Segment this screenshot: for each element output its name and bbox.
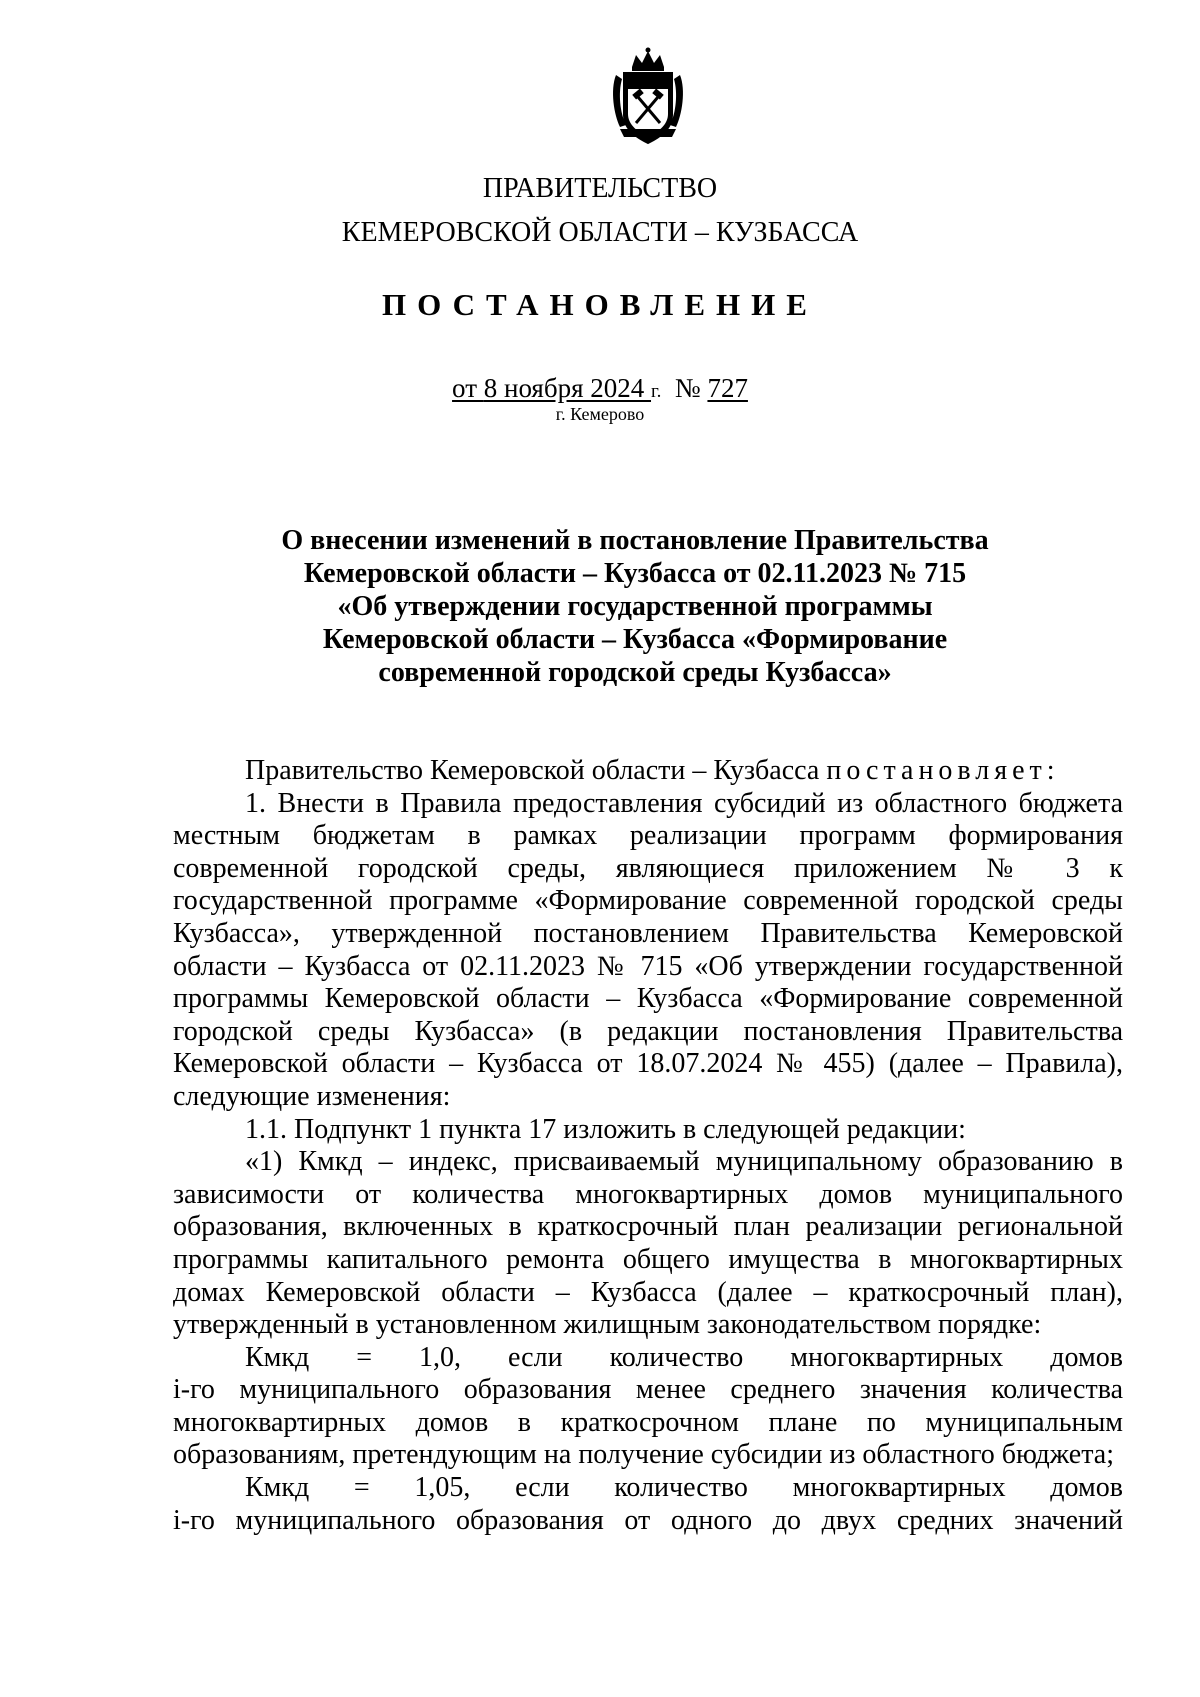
intro-paragraph (173, 755, 1123, 788)
document-number: 727 (707, 373, 748, 403)
paragraph-1-1: 1.1. Подпункт 1 пункта 17 изложить в следующей редакции: (245, 1113, 966, 1145)
intro-colon: : (1046, 755, 1055, 786)
coefficient-2-text: i-го муниципального образования от одного до двух средних значений (173, 1504, 1123, 1536)
document-body (173, 755, 1123, 1537)
year-suffix: г. (651, 381, 662, 402)
paragraph-quote-1: «1) Кмкд – индекс, присваиваемый муниципальному образованию в зависимости от количества многоквартирных домов муниципального образования, включенных в краткосрочный план реализации региональной программы капитального ремонта общего имущества в многоквартирных домах Кемеровской области – Кузбасса (далее – краткосрочный план), утвержденный в установленном жилищным законодательством порядке: (173, 1146, 1123, 1341)
k1-part: Кмкд (245, 1341, 310, 1373)
k2-part: = (353, 1472, 370, 1504)
government-title-line2: КЕМЕРОВСКОЙ ОБЛАСТИ – КУЗБАССА (341, 217, 859, 248)
k1-part: если (508, 1341, 563, 1373)
coefficient-line-2 (173, 1472, 1123, 1505)
k2-part: количество (614, 1472, 748, 1504)
paragraph-1: 1. Внести в Правила предоставления субсидий из областного бюджета местным бюджетам в рамках реализации программ формирования современной городской среды, являющиеся приложением № 3 к государственной программе «Формирование современной городской среды Кузбасса», утвержденной постановлением Правительства Кемеровской области – Кузбасса от 02.11.2023 № 715 «Об утверждении государственной программы Кемеровской области – Кузбасса «Формирование современной городской среды Кузбасса» (в редакции постановления Правительства Кемеровской области – Кузбасса от 18.07.2024 № 455) (далее – Правила), следующие изменения: (173, 787, 1123, 1112)
date-prefix: от (452, 373, 484, 403)
k1-part: количество (609, 1341, 744, 1373)
government-title-line1: ПРАВИТЕЛЬСТВО (482, 173, 718, 204)
number-sign: № (674, 373, 708, 403)
coefficient-line-1 (173, 1342, 1123, 1375)
coat-of-arms-emblem (610, 45, 686, 149)
intro-text: Правительство Кемеровской области – Кузбасса (245, 755, 827, 786)
title-line: современной городской среды Кузбасса» (378, 657, 892, 688)
k1-part: домов (1050, 1341, 1123, 1373)
document-type-heading: ПОСТАНОВЛЕНИЕ (382, 287, 818, 322)
title-line: О внесении изменений в постановление Правительства (281, 525, 989, 556)
k1-part: = (356, 1341, 373, 1373)
coefficient-1-text: i-го муниципального образования менее среднего значения количества многоквартирных домов в краткосрочном плане по муниципальным образованиям, претендующим на получение субсидии из областного бюджета; (173, 1374, 1123, 1471)
k2-part: домов (1050, 1472, 1123, 1504)
title-line: «Об утверждении государственной программы (337, 591, 933, 622)
k2-part: если (515, 1472, 570, 1504)
intro-spaced-word: постановляет (826, 755, 1047, 786)
document-date: 8 ноября 2024 (483, 373, 652, 403)
k2-part: Кмкд (245, 1472, 310, 1504)
city-name: г. Кемерово (555, 404, 645, 424)
k1-part: многоквартирных (790, 1341, 1004, 1373)
k2-part: многоквартирных (792, 1472, 1006, 1504)
document-title (200, 524, 1070, 689)
k1-part: 1,0, (419, 1341, 462, 1373)
title-line: Кемеровской области – Кузбасса «Формирование (322, 624, 948, 655)
k2-part: 1,05, (414, 1472, 471, 1504)
title-line: Кемеровской области – Кузбасса от 02.11.2023 № 715 (303, 558, 967, 589)
